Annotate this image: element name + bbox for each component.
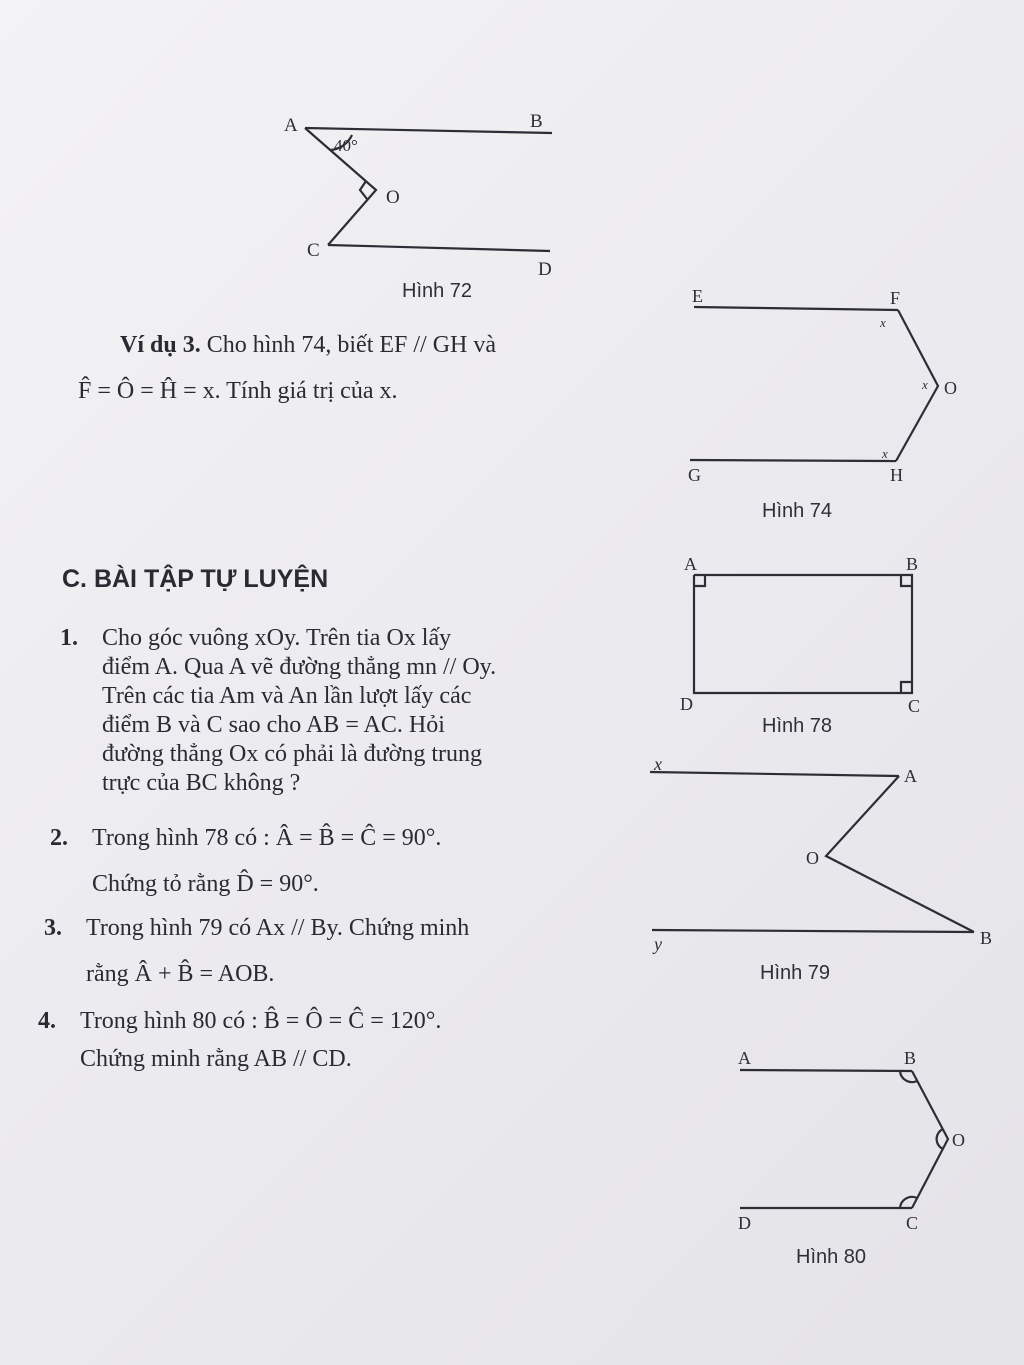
quadrilateral-abcd — [694, 575, 912, 693]
example-line-2: F̂ = Ô = Ĥ = x. Tính giá trị của x. — [78, 378, 398, 404]
angle-mark-o — [360, 181, 367, 199]
exercise-1 — [60, 624, 540, 798]
angle-label-40: 40° — [334, 136, 358, 155]
label-a: A — [904, 766, 917, 786]
label-e: E — [692, 286, 703, 306]
label-b: B — [530, 111, 543, 132]
line-ab — [740, 1070, 912, 1071]
label-h: H — [890, 465, 903, 485]
broken-line-foh — [896, 310, 938, 461]
exercise-line: đường thẳng Ox có phải là đường trung — [102, 741, 483, 767]
example-3 — [78, 322, 598, 414]
exercise-number: 1. — [60, 625, 78, 651]
exercise-line: điểm A. Qua A vẽ đường thẳng mn // Oy. — [102, 654, 497, 680]
figure-72 — [284, 111, 552, 280]
exercise-line: trực của BC không ? — [102, 770, 301, 796]
exercise-line: Chứng minh rằng AB // CD. — [80, 1046, 352, 1072]
label-a: A — [284, 115, 298, 136]
exercise-number: 4. — [38, 1008, 56, 1034]
label-y: y — [654, 934, 662, 954]
exercise-line: Trên các tia Am và An lần lượt lấy các — [102, 683, 472, 709]
label-o: O — [386, 187, 400, 208]
label-a: A — [684, 554, 697, 574]
exercise-4 — [38, 1002, 538, 1078]
label-d: D — [738, 1213, 751, 1233]
label-f: F — [890, 288, 901, 308]
example-line-1: Cho hình 74, biết EF // GH và — [206, 332, 497, 358]
figure-79 — [650, 754, 992, 954]
figure-74 — [688, 286, 957, 485]
label-x: x — [654, 754, 662, 774]
exercise-line: Trong hình 80 có : B̂ = Ô = Ĉ = 120°. — [80, 1008, 442, 1034]
caption-hinh-78: Hình 78 — [762, 715, 833, 737]
figure-80 — [738, 1048, 965, 1233]
line-ef — [694, 307, 898, 310]
exercise-number: 2. — [50, 825, 68, 851]
angle-x-o: x — [922, 377, 928, 392]
line-cd — [328, 245, 550, 251]
right-angle-a — [694, 575, 705, 586]
label-b: B — [980, 928, 993, 948]
exercise-3 — [44, 905, 544, 997]
label-c: C — [906, 1213, 919, 1233]
label-b: B — [904, 1048, 917, 1068]
exercise-line: Cho góc vuông xOy. Trên tia Ox lấy — [102, 625, 452, 651]
right-angle-c — [901, 682, 912, 693]
exercise-line: rằng Â + B̂ = AOB. — [86, 961, 275, 987]
label-o: O — [806, 848, 819, 868]
exercise-number: 3. — [44, 915, 62, 941]
exercise-line: Trong hình 79 có Ax // By. Chứng minh — [86, 915, 470, 941]
label-o: O — [944, 378, 957, 398]
angle-arc-o — [937, 1129, 943, 1149]
label-d: D — [538, 259, 552, 280]
angle-x-f: x — [880, 315, 886, 330]
exercise-line: Trong hình 78 có : Â = B̂ = Ĉ = 90°. — [92, 825, 442, 851]
exercise-line: Chứng tỏ rằng D̂ = 90°. — [92, 871, 319, 897]
caption-hinh-74: Hình 74 — [762, 500, 833, 522]
exercise-2 — [50, 815, 550, 907]
ray-ax — [650, 772, 899, 776]
caption-hinh-79: Hình 79 — [760, 962, 831, 984]
ray-by — [652, 930, 974, 932]
example-label: Ví dụ 3. — [120, 332, 201, 358]
right-angle-b — [901, 575, 912, 586]
caption-hinh-80: Hình 80 — [796, 1246, 867, 1268]
line-gh — [690, 460, 896, 461]
label-b: B — [906, 554, 919, 574]
angle-x-h: x — [882, 446, 888, 461]
label-o: O — [952, 1130, 965, 1150]
section-title: C. BÀI TẬP TỰ LUYỆN — [62, 565, 329, 593]
broken-line-aob — [826, 776, 974, 932]
line-ab — [305, 128, 552, 133]
figure-78 — [680, 554, 920, 716]
broken-line-boc — [912, 1071, 948, 1208]
label-d: D — [680, 694, 693, 714]
label-c: C — [908, 696, 921, 716]
exercise-line: điểm B và C sao cho AB = AC. Hỏi — [102, 712, 445, 738]
label-c: C — [307, 240, 320, 261]
caption-hinh-72: Hình 72 — [402, 280, 473, 302]
label-a: A — [738, 1048, 751, 1068]
label-g: G — [688, 465, 701, 485]
